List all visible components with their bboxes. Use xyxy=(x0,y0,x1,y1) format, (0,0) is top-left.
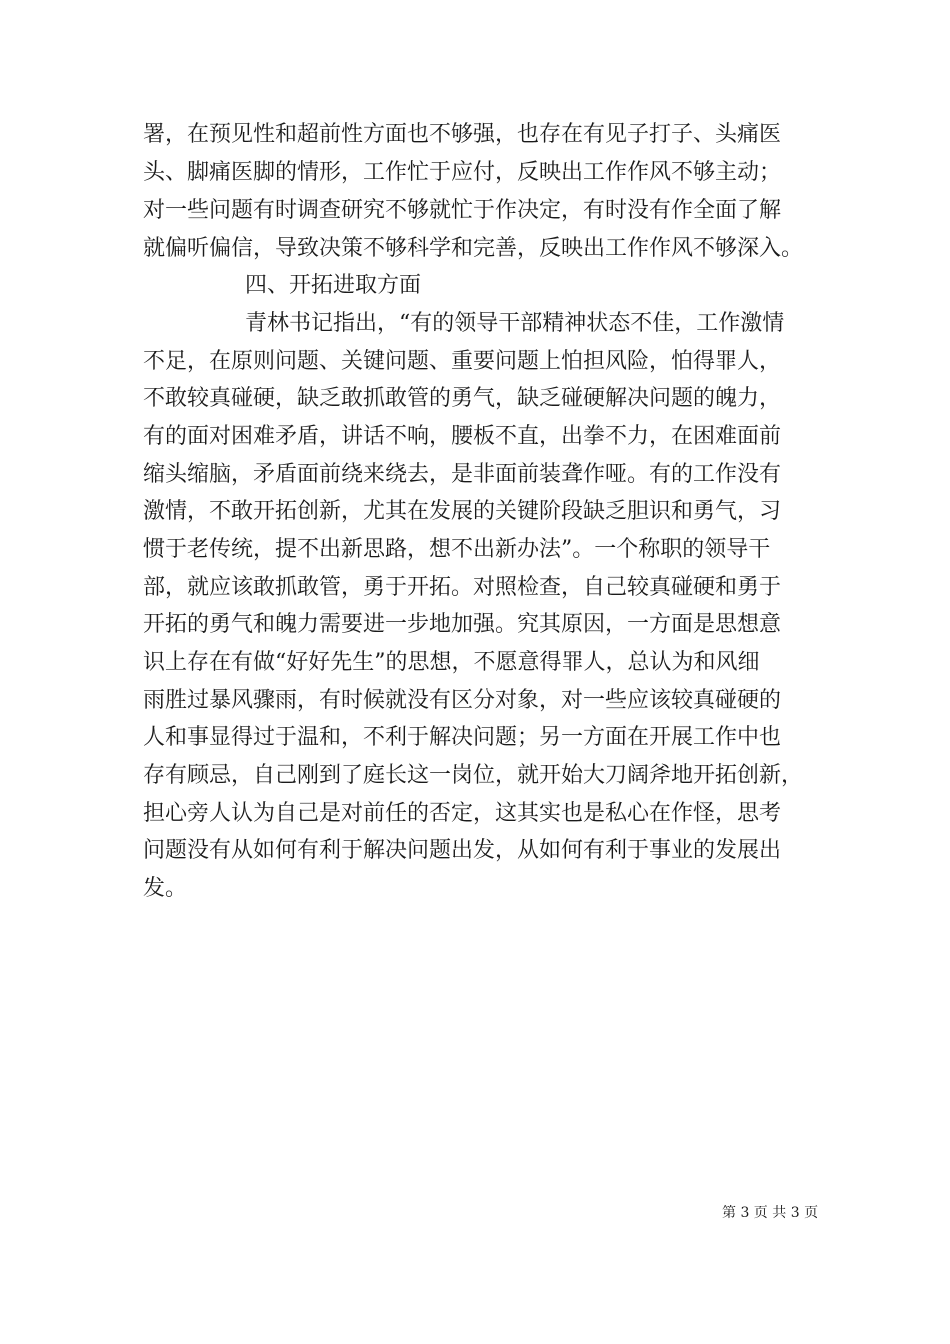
text-line: 头、脚痛医脚的情形，工作忙于应付，反映出工作作风不够主动； xyxy=(143,160,782,185)
text-line: 人和事显得过于温和，不利于解决问题；另一方面在开展工作中也 xyxy=(143,725,782,750)
section-heading: 四、开拓进取方面 xyxy=(245,273,422,298)
text-line: 识上存在有做“好好先生”的思想，不愿意得罪人，总认为和风细 xyxy=(143,650,760,675)
page-number-footer: 第 3 页 共 3 页 xyxy=(722,1205,819,1221)
text-line: 对一些问题有时调查研究不够就忙于作决定，有时没有作全面了解 xyxy=(143,198,782,223)
text-line: 部，就应该敢抓敢管，勇于开拓。对照检查，自己较真碰硬和勇于 xyxy=(143,575,782,600)
text-line: 发。 xyxy=(143,876,188,901)
text-line: 问题没有从如何有利于解决问题出发，从如何有利于事业的发展出 xyxy=(143,838,782,863)
text-line: 开拓的勇气和魄力需要进一步地加强。究其原因，一方面是思想意 xyxy=(143,612,782,637)
text-line: 不足，在原则问题、关键问题、重要问题上怕担风险，怕得罪人， xyxy=(143,349,782,374)
text-line: 就偏听偏信，导致决策不够科学和完善，反映出工作作风不够深入。 xyxy=(143,236,804,261)
text-line: 缩头缩脑，矛盾面前绕来绕去，是非面前装聋作哑。有的工作没有 xyxy=(143,462,782,487)
text-line: 有的面对困难矛盾，讲话不响，腰板不直，出拳不力，在困难面前 xyxy=(143,424,782,449)
text-line: 署，在预见性和超前性方面也不够强，也存在有见子打子、头痛医 xyxy=(143,122,782,147)
text-line: 存有顾忌，自己刚到了庭长这一岗位，就开始大刀阔斧地开拓创新， xyxy=(143,763,804,788)
text-line: 不敢较真碰硬，缺乏敢抓敢管的勇气，缺乏碰硬解决问题的魄力， xyxy=(143,386,782,411)
text-line: 激情，不敢开拓创新，尤其在发展的关键阶段缺乏胆识和勇气，习 xyxy=(143,499,782,524)
text-line: 担心旁人认为自己是对前任的否定，这其实也是私心在作怪，思考 xyxy=(143,801,782,826)
text-line: 惯于老传统，提不出新思路，想不出新办法”。一个称职的领导干 xyxy=(143,537,771,562)
text-line: 雨胜过暴风骤雨，有时候就没有区分对象，对一些应该较真碰硬的 xyxy=(143,688,782,713)
paragraph-first-line: 青林书记指出，“有的领导干部精神状态不佳，工作激情 xyxy=(245,311,785,336)
